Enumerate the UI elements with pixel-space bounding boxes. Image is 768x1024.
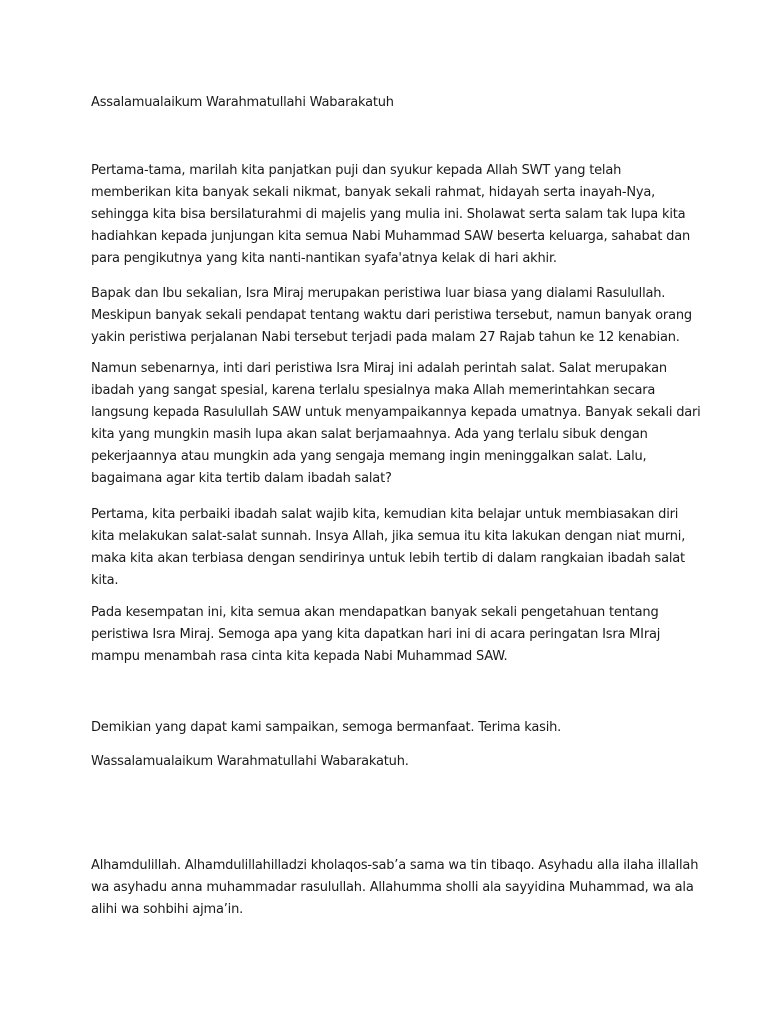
greeting-line <box>91 92 691 114</box>
text-line: alihi wa sohbihi ajma’in. <box>91 902 244 917</box>
text-line: sehingga kita bisa bersilaturahmi di majelis yang mulia ini. Sholawat serta salam tak lupa kita <box>91 207 686 222</box>
paragraph-opening <box>91 160 691 270</box>
paragraph-perbaiki <box>91 504 691 592</box>
paragraph-kesempatan <box>91 602 691 668</box>
text-line: para pengikutnya yang kita nanti-nantikan syafa'atnya kelak di hari akhir. <box>91 251 557 266</box>
text-line: yakin peristiwa perjalanan Nabi tersebut terjadi pada malam 27 Rajab tahun ke 12 kenabian. <box>91 330 680 345</box>
farewell-line <box>91 751 691 773</box>
text-line: Bapak dan Ibu sekalian, Isra Miraj merupakan peristiwa luar biasa yang dialami Rasulullah. <box>91 286 666 301</box>
text-line: Pertama-tama, marilah kita panjatkan puji dan syukur kepada Allah SWT yang telah <box>91 163 622 178</box>
text-line: wa asyhadu anna muhammadar rasulullah. Allahumma sholli ala sayyidina Muhammad, wa ala <box>91 880 694 895</box>
text-line: hadiahkan kepada junjungan kita semua Nabi Muhammad SAW beserta keluarga, sahabat dan <box>91 229 691 244</box>
text-line: Meskipun banyak sekali pendapat tentang waktu dari peristiwa tersebut, namun banyak orang <box>91 308 692 323</box>
text-line: Assalamualaikum Warahmatullahi Wabarakatuh <box>91 95 394 110</box>
text-line: Alhamdulillah. Alhamdulillahilladzi kholaqos-sab’a sama wa tin tibaqo. Asyhadu alla ilaha illallah <box>91 858 699 873</box>
text-line: kita. <box>91 573 119 588</box>
text-line: Pada kesempatan ini, kita semua akan mendapatkan banyak sekali pengetahuan tentang <box>91 605 659 620</box>
text-line: kita melakukan salat-salat sunnah. Insya Allah, jika semua itu kita lakukan dengan niat murni, <box>91 529 686 544</box>
text-line: Wassalamualaikum Warahmatullahi Wabarakatuh. <box>91 754 409 769</box>
text-line: langsung kepada Rasulullah SAW untuk menyampaikannya kepada umatnya. Banyak sekali dari <box>91 405 701 420</box>
paragraph-isra-miraj <box>91 283 691 349</box>
text-line: ibadah yang sangat spesial, karena terlalu spesialnya maka Allah memerintahkan secara <box>91 383 656 398</box>
text-line: pekerjaannya atau mungkin ada yang sengaja memang ingin meninggalkan salat. Lalu, <box>91 449 647 464</box>
text-line: bagaimana agar kita tertib dalam ibadah salat? <box>91 471 392 486</box>
text-line: Demikian yang dapat kami sampaikan, semoga bermanfaat. Terima kasih. <box>91 720 562 735</box>
text-line: Pertama, kita perbaiki ibadah salat wajib kita, kemudian kita belajar untuk membiasakan diri <box>91 507 679 522</box>
text-line: kita yang mungkin masih lupa akan salat berjamaahnya. Ada yang terlalu sibuk dengan <box>91 427 648 442</box>
opening-prayer <box>91 855 699 921</box>
text-line: mampu menambah rasa cinta kita kepada Nabi Muhammad SAW. <box>91 649 508 664</box>
text-line: peristiwa Isra Miraj. Semoga apa yang kita dapatkan hari ini di acara peringatan Isra MIraj <box>91 627 661 642</box>
text-line: maka kita akan terbiasa dengan sendirinya untuk lebih tertib di dalam rangkaian ibadah salat <box>91 551 685 566</box>
closing-line <box>91 717 691 739</box>
text-line: Namun sebenarnya, inti dari peristiwa Isra Miraj ini adalah perintah salat. Salat merupakan <box>91 361 667 376</box>
paragraph-salat <box>91 358 701 490</box>
text-line: memberikan kita banyak sekali nikmat, banyak sekali rahmat, hidayah serta inayah-Nya, <box>91 185 656 200</box>
